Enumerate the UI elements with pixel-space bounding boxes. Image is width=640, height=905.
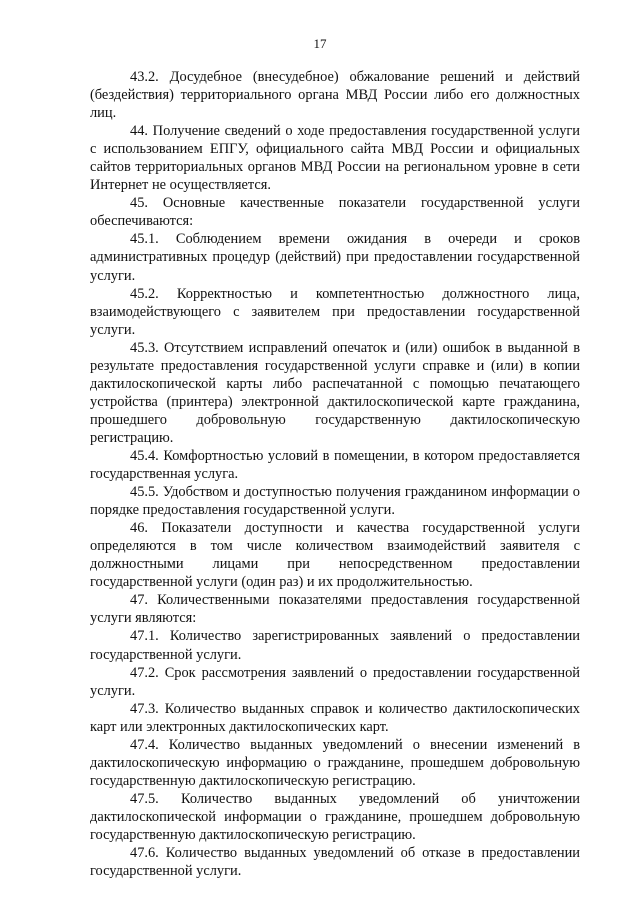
paragraph-45: 45. Основные качественные показатели государственной услуги обеспечиваются:: [90, 195, 580, 230]
paragraph-46: 46. Показатели доступности и качества государственной услуги определяются в том числе количеством взаимодействий заявителя с должностными лицами при непосредственном предоставлении государственной услуги (один раз) и их продолжительностью.: [90, 520, 580, 591]
paragraph-47-4: 47.4. Количество выданных уведомлений о внесении изменений в дактилоскопическую информацию о гражданине, прошедшем добровольную государственную дактилоскопическую регистрацию.: [90, 736, 580, 789]
paragraph-45-5: 45.5. Удобством и доступностью получения гражданином информации о порядке предоставления государственной услуги.: [90, 484, 580, 519]
paragraph-43-2: 43.2. Досудебное (внесудебное) обжалование решений и действий (бездействия) территориального органа МВД России либо его должностных лиц.: [90, 69, 580, 122]
paragraph-47: 47. Количественными показателями предоставления государственной услуги являются:: [90, 592, 580, 627]
paragraph-45-2: 45.2. Корректностью и компетентностью должностного лица, взаимодействующего с заявителем при предоставлении государственной услуги.: [90, 285, 580, 338]
page-number: 17: [313, 36, 327, 51]
paragraph-45-4: 45.4. Комфортностью условий в помещении, в котором предоставляется государственная услуга.: [90, 447, 580, 483]
paragraph-47-2: 47.2. Срок рассмотрения заявлений о предоставлении государственной услуги.: [90, 664, 580, 699]
paragraph-47-1: 47.1. Количество зарегистрированных заявлений о предоставлении государственной услуги.: [90, 628, 580, 663]
paragraph-47-6: 47.6. Количество выданных уведомлений об отказе в предоставлении государственной услуги.: [90, 845, 580, 880]
paragraph-45-1: 45.1. Соблюдением времени ожидания в очереди и сроков административных процедур (действий) при предоставлении государственной услуги.: [90, 231, 580, 284]
document-body: [90, 68, 580, 880]
paragraph-47-5: 47.5. Количество выданных уведомлений об уничтожении дактилоскопической информации о гражданине, прошедшем добровольную государственную дактилоскопическую регистрацию.: [90, 790, 580, 843]
paragraph-45-3: 45.3. Отсутствием исправлений опечаток и (или) ошибок в выданной в результате предоставления государственной услуги справке и (или) в копии дактилоскопической карты либо распечатанной с помощью печатающего устройства (принтера) электронной дактилоскопической карте гражданина, прошедшего добровольную государственную дактилоскопическую регистрацию.: [90, 339, 580, 446]
paragraph-47-3: 47.3. Количество выданных справок и количество дактилоскопических карт или электронных дактилоскопических карт.: [90, 700, 580, 735]
paragraph-44: 44. Получение сведений о ходе предоставления государственной услуги с использованием ЕПГУ, официального сайта МВД России и официальных сайтов территориальных органов МВД России на региональном уровне в сети Интернет не осуществляется.: [90, 123, 580, 194]
